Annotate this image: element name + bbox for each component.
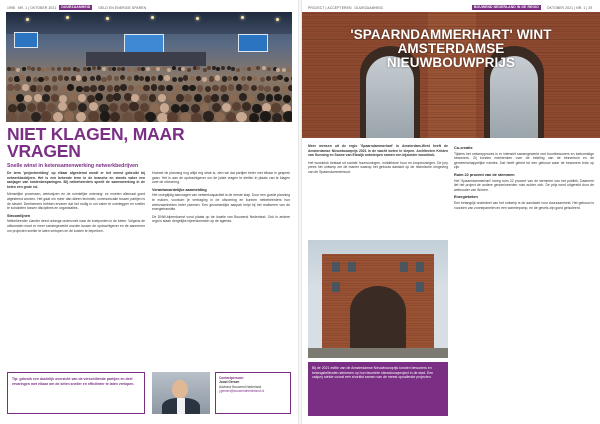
- paragraph: Het woonblok bestaat uit sociale huurwoningen, middeldure huur en koopwoningen. De jury prees het ontwerp om de manier waarop het gebouw aansluit op de historische omgeving van de Spaarndammerbuurt.: [308, 160, 448, 174]
- paragraph: Tijdens het ontwerpproces is er intensief samengewerkt met buurtbewoners en toekomstige bewoners. Zij konden meedenken over de indeling van de binnentuin en de gemeenschappelijke ruimtes. Dat heeft geleid tot een gebouw waar de bewoners trots op zijn.: [454, 151, 594, 170]
- paragraph: Hoewel de planning nog altijd erg strak is, zien we dat partijen beter met elkaar in gesprek gaan. Het is aan de opdrachtgever om de juiste vragen te stellen in plaats van te klagen over de uitvoering.: [152, 171, 290, 185]
- conference-photo: [6, 12, 292, 122]
- header-item: PROJECT | ACCEPTEREN: [308, 5, 352, 10]
- article-subhead: Snelle winst in ketensamenwerking netwerkbedrijven: [7, 163, 139, 169]
- header-tag: BOUWEND NEDERLAND IN DE REGIO: [474, 5, 539, 9]
- right-page-header: [308, 4, 386, 11]
- lead-paragraph: De term 'projectmelding' op elkaar afgestemd wordt er het meest gebruikt bij netwerkbedrijven. Het is een bekende term in de branche en steeds vaker een aanjager van kostenbesparingen. Bij netbeheerders speelt de samenwerking in de keten een grote rol.: [7, 171, 145, 189]
- header-tag: DUURZAAMHEID: [61, 5, 91, 9]
- header-item: 1998: [7, 5, 15, 10]
- contact-box: [215, 372, 291, 414]
- paragraph: Het 'Spaarndammerhart' kreeg ruim 22 procent van de stemmen van het publiek. Daarmee liet het project de andere genomineerden ruim achter zich. De prijs werd uitgereikt door de wethouder van Wonen.: [454, 178, 594, 192]
- paragraph: De DNW-bijeenkomst vond plaats op de locatie van Bouwend Nederland. Ook in andere regio's staan dergelijke bijeenkomsten op de agenda.: [152, 214, 290, 224]
- left-page: [0, 0, 298, 424]
- paragraph: Menselijke processen, werkwijzen en de ruimtelijke ordening: ze moeten allemaal goed afgestemd worden. Het gaat om meer dan alleen techniek; communicatie tussen partijen is de sleutel. Deelnemers hebben ervaren dat het nodig is om vaker te overleggen en sneller te schakelen tussen disciplines en organisaties.: [7, 192, 145, 211]
- text-column-1: [308, 144, 448, 178]
- header-date: OKTOBER 2021 | NR. 1 | 29: [546, 5, 593, 10]
- building-photo-detail: [308, 240, 448, 358]
- contact-name: Joost Gersen: [219, 380, 240, 385]
- section-heading: Co-creatie: [454, 146, 473, 150]
- left-page-header: [7, 4, 149, 11]
- paragraph: Netbeheerder Liander deed onlangs onderzoek naar de knelpunten in de keten. Volgens de uitkomsten moet er meer samengewerkt worden tussen de opdrachtgever en de aannemer om projecten sneller te laten verlopen en de kosten te beperken.: [7, 219, 145, 233]
- right-page: [302, 0, 600, 424]
- paragraph: Een belangrijk onderdeel van het ontwerp is de aandacht voor duurzaamheid. Het gebouw is voorzien van zonnepanelen en een warmtepomp, en de gevels zijn goed geïsoleerd.: [454, 200, 594, 210]
- info-box: Bij de 2021 editie van de Amsterdamse Nieuwbouwprijs konden bewoners en belangstellenden stemmen op hun favoriete nieuwbouwproject in de stad. Een vakjury stelde vooraf een shortlist samen van de meest opvallende projecten.: [308, 362, 448, 416]
- section-heading: Stroomlijnen: [7, 213, 31, 218]
- right-page-header-right: [472, 4, 595, 11]
- contact-portrait: [152, 372, 210, 414]
- contact-title: Contactpersoon: [219, 376, 244, 380]
- tip-box: Tip: gebruik een duidelijk overzicht van de verschillende partijen en deel ervaringen met elkaar om de keten sneller en efficiënter te laten verlopen.: [7, 372, 145, 414]
- text-column-2: [152, 171, 290, 227]
- header-item: DUURZAAMHEID: [354, 5, 384, 10]
- text-column-2: [454, 144, 594, 213]
- section-heading: Ruim 22 procent van de stemmen: [454, 172, 515, 177]
- text-column-1: [7, 171, 145, 236]
- contact-role: Adviseur Bouwend Nederland: [219, 384, 262, 389]
- section-heading: Verantwoordelijke aanmelding: [152, 187, 207, 192]
- article-headline: NIET KLAGEN, MAAR VRAGEN: [7, 124, 185, 161]
- contact-email[interactable]: j.gersen@bouwendnederland.nl: [219, 388, 265, 393]
- article-title: 'SPAARNDAMMERHART' WINT AMSTERDAMSE NIEUWBOUWPRIJS: [350, 27, 552, 70]
- building-photo: [302, 12, 600, 138]
- lead-paragraph: Meer mensen uit de regio 'Spaarndammerhart' in Amsterdam-West heeft de Amsterdamse Nieuwbouwprijs 2021 in de wacht weten te slepen. Architecten Kristen van Gunning en Sanne van Elswijk ontwierpen samen een bijzonder woonblok.: [308, 144, 448, 158]
- section-heading: Energieketen: [454, 195, 478, 200]
- header-item: NR. 1 | OKTOBER 2021: [17, 5, 57, 10]
- header-item: GELD EN ENERGIE SPAREN: [98, 5, 147, 10]
- paragraph: Het vroegtijdig aanvragen van netwerkcapaciteit is de eerste stap. Door een goede planning te maken, voorkom je vertraging in de uitvoering en kunnen netbeheerders hun werkzaamheden beter plannen. Een gezamenlijke aanpak helpt bij het realiseren van de energietransitie.: [152, 193, 290, 212]
